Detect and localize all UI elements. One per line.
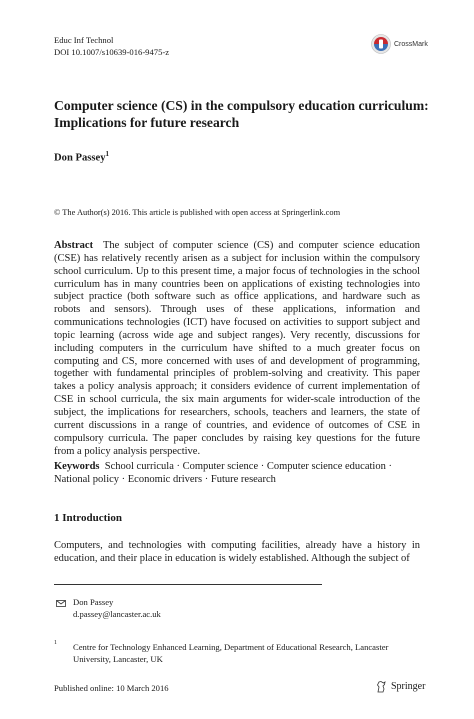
publisher-mark — [375, 680, 425, 693]
abstract-block — [54, 240, 420, 458]
article-doi[interactable]: DOI 10.1007/s10639-016-9475-z — [54, 47, 170, 57]
keywords-block — [54, 460, 420, 486]
keywords-label: Keywords — [54, 461, 100, 472]
envelope-icon — [56, 600, 66, 607]
journal-name: Educ Inf Technol — [54, 35, 114, 45]
journal-header — [54, 34, 169, 58]
affiliation-number: 1 — [54, 640, 57, 646]
author-name: Don Passey — [54, 152, 106, 164]
publisher-name: Springer — [391, 681, 426, 692]
crossmark-icon — [371, 34, 391, 54]
abstract-text: The subject of computer science (CS) and computer science education (CSE) has relatively recently arisen as a subject for inclusion within the compulsory school curriculum. Up to this present time, a major focus of technologies in the school curriculum has in many countries been on applications of existing technologies into subject practice (both software such as office applications, and hardware such as robots and sensors). Through uses of these applications, information and communications technologies (ICT) have focused on activities to support subject and topic learning (across wide age and subject ranges). Very recently, discussions for including computers in the curriculum have shifted to a much greater focus on computing and CS, more concerned with uses of and development of programming, together with fundamental principles of problem-solving and creativity. This paper takes a policy analysis approach; it considers evidence of current implementation of CSE in school curricula, the six main arguments for wider-scale introduction of the subject, the implications for researchers, schools, teachers and learners, the state of current discussions in a range of countries, and evidence of outcomes of CSE in compulsory curricula. The paper concludes by raising key questions for the future from a policy analysis perspective. — [54, 240, 421, 457]
author-affiliation-marker: 1 — [105, 150, 109, 158]
keywords-text: School curricula · Computer science · Computer science education · National policy · Economic drivers · Future research — [54, 461, 392, 485]
footnote-divider — [54, 584, 322, 585]
abstract-label: Abstract — [54, 240, 94, 251]
article-title: Computer science (CS) in the compulsory education curriculum: Implications for future research — [54, 98, 429, 130]
contact-block — [73, 596, 161, 620]
author-line — [54, 150, 109, 164]
published-date: Published online: 10 March 2016 — [54, 683, 169, 693]
contact-name: Don Passey — [73, 597, 114, 607]
springer-horse-icon — [375, 680, 388, 693]
contact-email[interactable]: d.passey@lancaster.ac.uk — [73, 609, 161, 619]
crossmark-label: CrossMark — [394, 40, 428, 48]
affiliation-text: Centre for Technology Enhanced Learning, Department of Educational Research, Lancaster University, Lancaster, UK — [73, 642, 389, 664]
section-heading: 1 Introduction — [54, 512, 122, 524]
crossmark-badge[interactable] — [371, 34, 428, 54]
copyright-notice: © The Author(s) 2016. This article is published with open access at Springerlink.com — [54, 208, 341, 217]
intro-paragraph: Computers, and technologies with computing facilities, already have a history in education, and their place in education is widely established. Although the subject of — [54, 540, 420, 564]
